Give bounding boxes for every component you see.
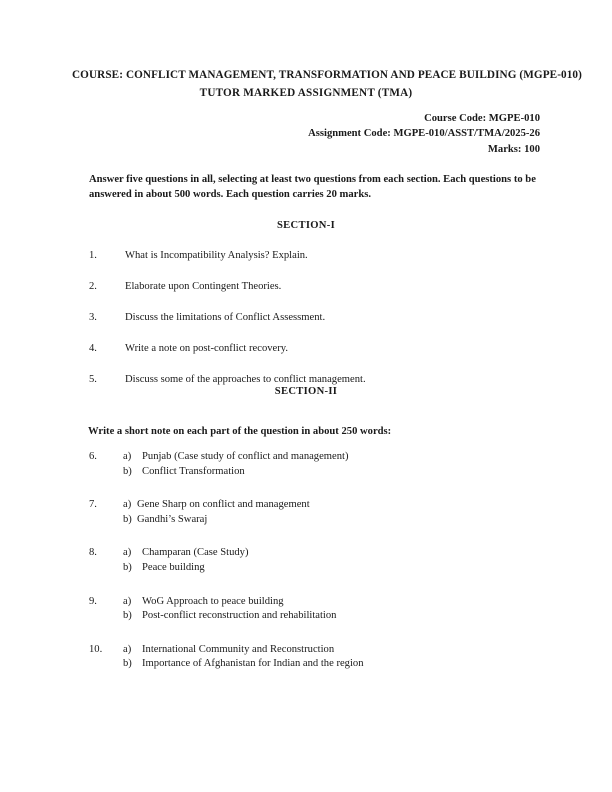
part-label: b) xyxy=(123,465,132,477)
part-text: Gandhi’s Swaraj xyxy=(137,513,208,525)
question-number: 5. xyxy=(89,374,97,386)
marks-line: Marks: 100 xyxy=(487,143,540,155)
question-item xyxy=(89,546,549,575)
question-number: 4. xyxy=(89,343,97,355)
part-label: b) xyxy=(123,658,132,670)
course-code-line: Course Code: MGPE-010 xyxy=(424,113,540,124)
assignment-code-line: Assignment Code: MGPE-010/ASST/TMA/2025-26 xyxy=(308,128,540,140)
question-item xyxy=(89,342,549,357)
question-part xyxy=(123,561,549,576)
part-label: b) xyxy=(123,610,132,622)
question-text: Write a note on post-conflict recovery. xyxy=(125,343,289,355)
assignment-type-line: TUTOR MARKED ASSIGNMENT (TMA) xyxy=(199,87,413,99)
question-item xyxy=(89,280,549,295)
question-part xyxy=(123,465,549,480)
part-text: Champaran (Case Study) xyxy=(142,547,249,559)
part-label: a) xyxy=(123,499,132,511)
part-label: a) xyxy=(123,643,132,655)
question-parts xyxy=(123,450,549,479)
general-instructions: Answer five questions in all, selecting at least two questions from each section. Each questions to be answered in about 500 words. Each question carries 20 marks. xyxy=(89,174,536,200)
question-item xyxy=(89,643,549,672)
question-part xyxy=(123,595,549,610)
question-item xyxy=(89,595,549,624)
part-text: Gene Sharp on conflict and management xyxy=(137,499,310,511)
question-item xyxy=(89,311,549,326)
part-label: a) xyxy=(123,451,132,462)
question-parts xyxy=(123,595,549,624)
course-title-line: COURSE: CONFLICT MANAGEMENT, TRANSFORMATION AND PEACE BUILDING (MGPE-010) xyxy=(72,69,582,81)
assignment-meta-block xyxy=(240,111,540,157)
question-item xyxy=(89,450,549,479)
part-text: Post-conflict reconstruction and rehabilitation xyxy=(142,610,337,622)
question-part xyxy=(123,513,549,528)
section-1-question-list xyxy=(89,249,549,404)
section-2-instructions: Write a short note on each part of the question in about 250 words: xyxy=(88,426,392,437)
section-2-heading: SECTION-II xyxy=(274,386,338,397)
part-text: Importance of Afghanistan for Indian and the region xyxy=(142,658,364,670)
question-text: Discuss some of the approaches to conflict management. xyxy=(125,374,366,386)
question-parts xyxy=(123,498,549,527)
part-label: a) xyxy=(123,595,132,607)
question-parts xyxy=(123,546,549,575)
question-text: What is Incompatibility Analysis? Explain. xyxy=(125,250,308,261)
question-number: 6. xyxy=(89,451,97,462)
question-text: Discuss the limitations of Conflict Assessment. xyxy=(125,312,326,324)
question-part xyxy=(123,609,549,624)
question-part xyxy=(123,450,549,465)
question-part xyxy=(123,546,549,561)
section-2-question-list xyxy=(89,450,549,691)
part-label: b) xyxy=(123,561,132,573)
part-text: Punjab (Case study of conflict and management) xyxy=(142,451,349,462)
question-number: 1. xyxy=(89,250,97,261)
question-text: Elaborate upon Contingent Theories. xyxy=(125,281,282,293)
part-text: WoG Approach to peace building xyxy=(142,595,284,607)
question-item xyxy=(89,498,549,527)
part-label: a) xyxy=(123,547,132,559)
question-number: 8. xyxy=(89,547,97,559)
question-number: 3. xyxy=(89,312,97,324)
part-text: Peace building xyxy=(142,561,205,573)
part-label: b) xyxy=(123,513,132,525)
question-number: 9. xyxy=(89,595,97,607)
question-part xyxy=(123,643,549,658)
question-number: 10. xyxy=(89,643,103,655)
section-1-heading: SECTION-I xyxy=(276,220,336,231)
question-number: 2. xyxy=(89,281,97,293)
part-text: International Community and Reconstruction xyxy=(142,643,335,655)
part-text: Conflict Transformation xyxy=(142,465,245,477)
document-header xyxy=(72,66,582,102)
question-part xyxy=(123,498,549,513)
question-item xyxy=(89,249,549,264)
question-number: 7. xyxy=(89,499,97,511)
question-parts xyxy=(123,643,549,672)
question-part xyxy=(123,657,549,672)
